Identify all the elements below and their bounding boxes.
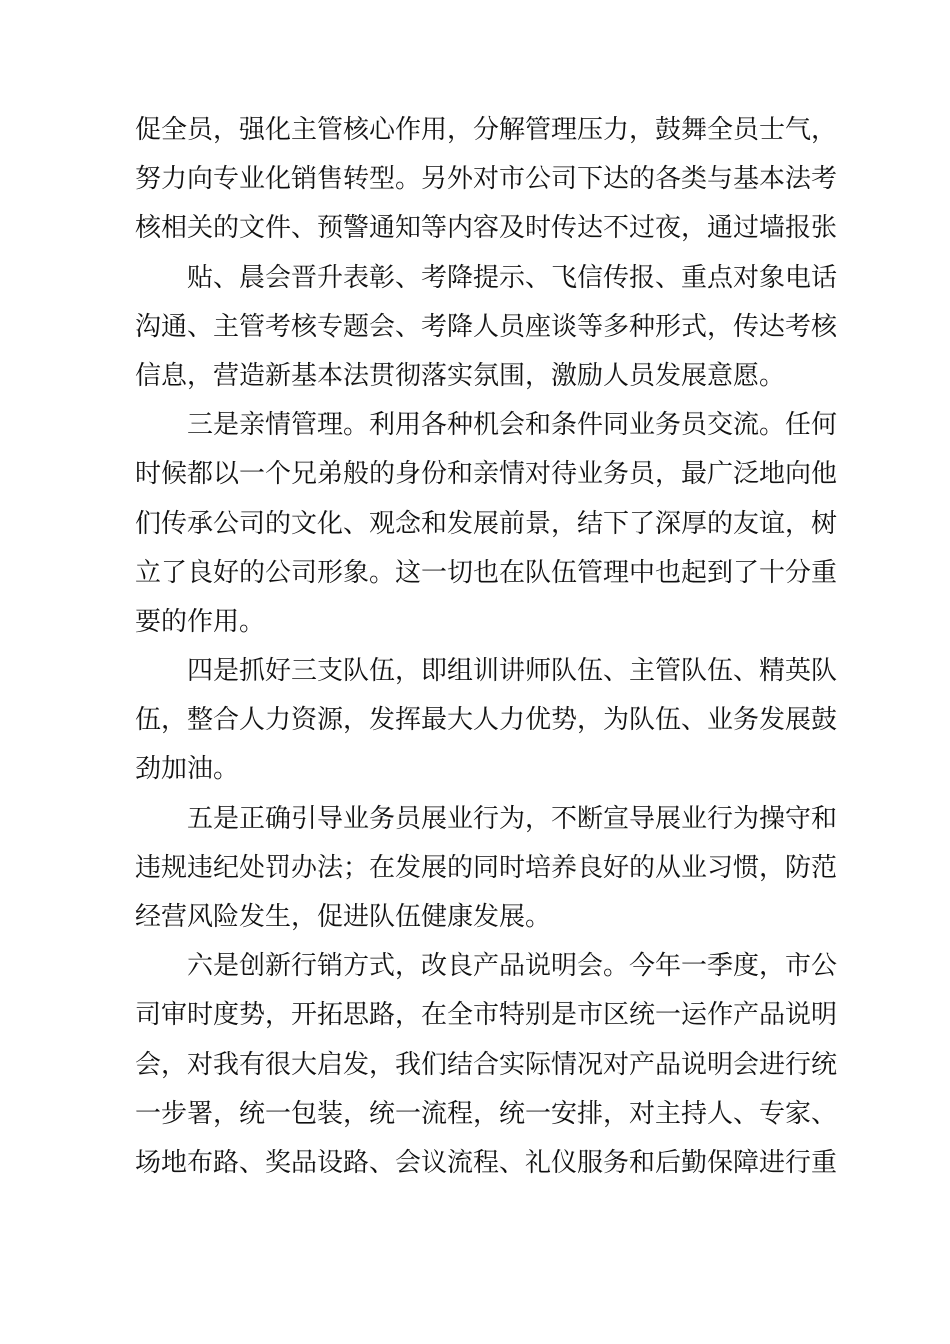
text-line: 贴、晨会晋升表彰、考降提示、飞信传报、重点对象电话: [187, 262, 838, 293]
text-line: 促全员，强化主管核心作用，分解管理压力，鼓舞全员士气，: [135, 115, 838, 145]
body-text: [135, 106, 838, 1188]
text-line: 要的作用。: [135, 606, 266, 637]
text-line: 违规违纪处罚办法；在发展的同时培养良好的从业习惯，防范: [135, 852, 838, 883]
paragraph-start-line: 四是抓好三支队伍，即组训讲师队伍、主管队伍、精英队: [187, 656, 838, 687]
text-line: 经营风险发生，促进队伍健康发展。: [135, 902, 552, 932]
text-line: 劲加油。: [135, 754, 240, 785]
text-line: 时候都以一个兄弟般的身份和亲情对待业务员，最广泛地向他: [135, 459, 838, 490]
text-line: 会，对我有很大启发，我们结合实际情况对产品说明会进行统: [135, 1049, 838, 1080]
text-line: 们传承公司的文化、观念和发展前景，结下了深厚的友谊，树: [135, 508, 838, 539]
paragraph-start-line: 五是正确引导业务员展业行为，不断宣导展业行为操守和: [187, 803, 838, 834]
paragraph-start-line: 六是创新行销方式，改良产品说明会。今年一季度，市公: [187, 951, 838, 982]
text-line: 立了良好的公司形象。这一切也在队伍管理中也起到了十分重: [135, 557, 838, 588]
text-line: 司审时度势，开拓思路，在全市特别是市区统一运作产品说明: [135, 1000, 838, 1031]
text-line: 伍，整合人力资源，发挥最大人力优势，为队伍、业务发展鼓: [135, 705, 838, 736]
text-line: 一步署，统一包装，统一流程，统一安排，对主持人、专家、: [135, 1098, 838, 1129]
text-line: 信息，营造新基本法贯彻落实氛围，激励人员发展意愿。: [135, 360, 786, 391]
text-line: 沟通、主管考核专题会、考降人员座谈等多种形式，传达考核: [135, 311, 838, 342]
text-line: 场地布路、奖品设路、会议流程、礼仪服务和后勤保障进行重: [135, 1147, 838, 1178]
text-line: 核相关的文件、预警通知等内容及时传达不过夜，通过墙报张: [135, 213, 838, 244]
text-line: 努力向专业化销售转型。另外对市公司下达的各类与基本法考: [135, 164, 838, 195]
paragraph-start-line: 三是亲情管理。利用各种机会和条件同业务员交流。任何: [187, 410, 838, 441]
